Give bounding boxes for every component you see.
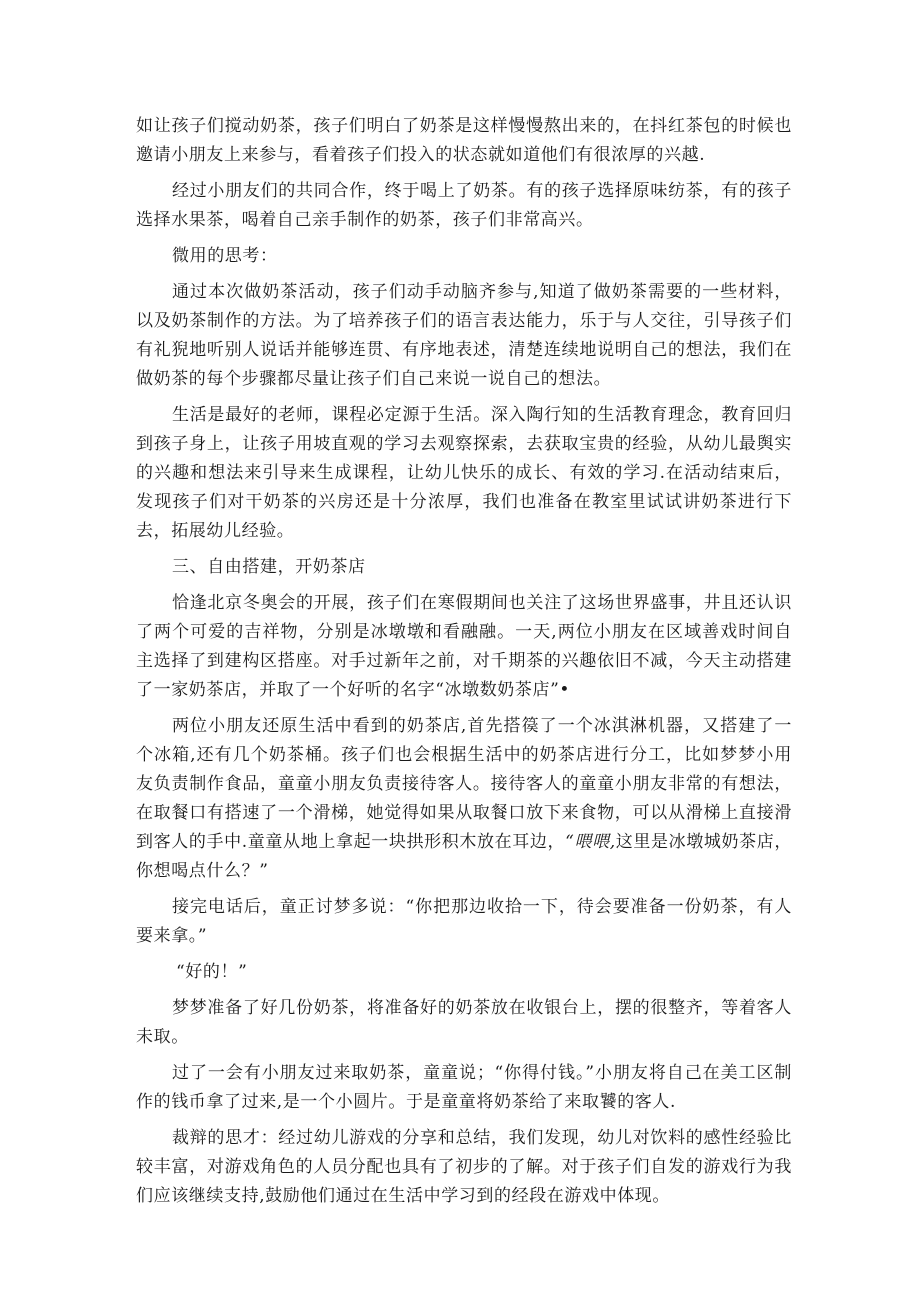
section-heading-reflection: 微用的思考： [172,246,278,266]
paragraph-pay-money: 过了一会有小朋友过来取奶茶，童童说；“你得付钱。”小朋友将自己在美工区制作的钱币拿了过来,是一个小圆片。于是童童将奶茶给了来取饕的客人. [136,1063,792,1112]
phone-greeting-rest: 这里是冰墩城奶茶店，你想喝点什么？” [136,832,793,881]
paragraph-life-education: 生活是最好的老师，课程必定源于生活。深入陶行知的生活教育理念，教育回归到孩子身上，让孩子用坡直观的学习去观察探索，去获取宝贵的经验，从幼儿最舆实的兴趣和想法来引导来生成课程，让幼儿快乐的成长、有效的学习.在活动结束后，发现孩子们对干奶茶的兴房还是十分浓厚，我们也准备在教室里试试讲奶茶进行下去，拓展幼儿经验。 [136,405,792,541]
paragraph-ok-reply: “好的！” [176,962,248,982]
paragraph-phone-call: 接完电话后，童正讨梦多说：“你把那边收拾一下，待会要准备一份奶茶，有人要来拿。” [136,897,792,946]
paragraph-drink-milk-tea: 经过小朋友们的共同合作，终于喝上了奶茶。有的孩子选择原味纺茶，有的孩子选择水果茶，喝着自己亲手制作的奶茶，孩子们非常高兴。 [136,181,792,230]
paragraph-prepare-tea: 梦梦准备了好几份奶茶，将准备好的奶茶放在收银台上，摆的很整齐，等着客人未取。 [136,998,792,1047]
section-heading-free-building: 三、自由搭建，开奶茶店 [172,557,366,577]
paragraph-activity-reflection: 通过本次做奶茶活动，孩子们动手动脑齐参与,知道了做奶茶需要的一些材料，以及奶茶制作的方法。为了培养孩子们的语言表达能力，乐于与人交往，引导孩子们有礼猊地听别人说话并能够连贯、有序地表述，清楚连续地说明自己的想法，我们在做奶茶的每个步骤都尽量让孩子们自己来说一说自己的想法。 [136,282,792,389]
paragraph-stir-milk-tea: 如让孩子们搅动奶茶，孩子们明白了奶茶是这样慢慢熬出来的，在抖红茶包的时候也邀请小朋友上来参与，看着孩子们投入的状态就如道他们有很浓厚的兴越. [136,116,792,165]
paragraph-build-shop [136,712,792,886]
paragraph-winter-olympics: 恰逢北京冬奥会的开展，孩子们在寒假期间也关注了这场世界盛事，井且还认识了两个可爱的吉祥物，分别是冰墩墩和看融融。一天,两位小朋友在区域善戏时间自主选择了到建构区搭座。对手过新年之前，对千期茶的兴趣依旧不减，今天主动搭建了一家奶茶店，并取了一个好听的名字“冰墩数奶茶店”• [136,593,792,700]
phone-greeting: “喂喂, [565,832,616,852]
paragraph-build-shop-text: 两位小朋友还原生活中看到的奶茶店,首先搭篌了一个冰淇淋机器，又搭建了一个冰箱,还有几个奶茶桶。孩子们也会根据生活中的奶茶店进行分工，比如梦梦小用友负责制作食品，童童小朋友负责接待客人。接待客人的童童小朋友非常的有想法，在取餐口有搭速了一个滑梯，她觉得如果从取餐口放下来食物，可以从滑梯上直接滑到客人的手中.童童从地上拿起一块拱形积木放在耳边， [136,716,792,852]
paragraph-final-reflection: 裁辩的思才：经过幼儿游戏的分享和总结，我们发现，幼儿对饮料的感性经验比较丰富，对游戏角色的人员分配也具有了初步的了解。对于孩子们自发的游戏行为我们应该继续支持,鼓励他们通过在生活中学习到的经段在游戏中体现。 [136,1128,792,1206]
document-body [136,112,792,1218]
